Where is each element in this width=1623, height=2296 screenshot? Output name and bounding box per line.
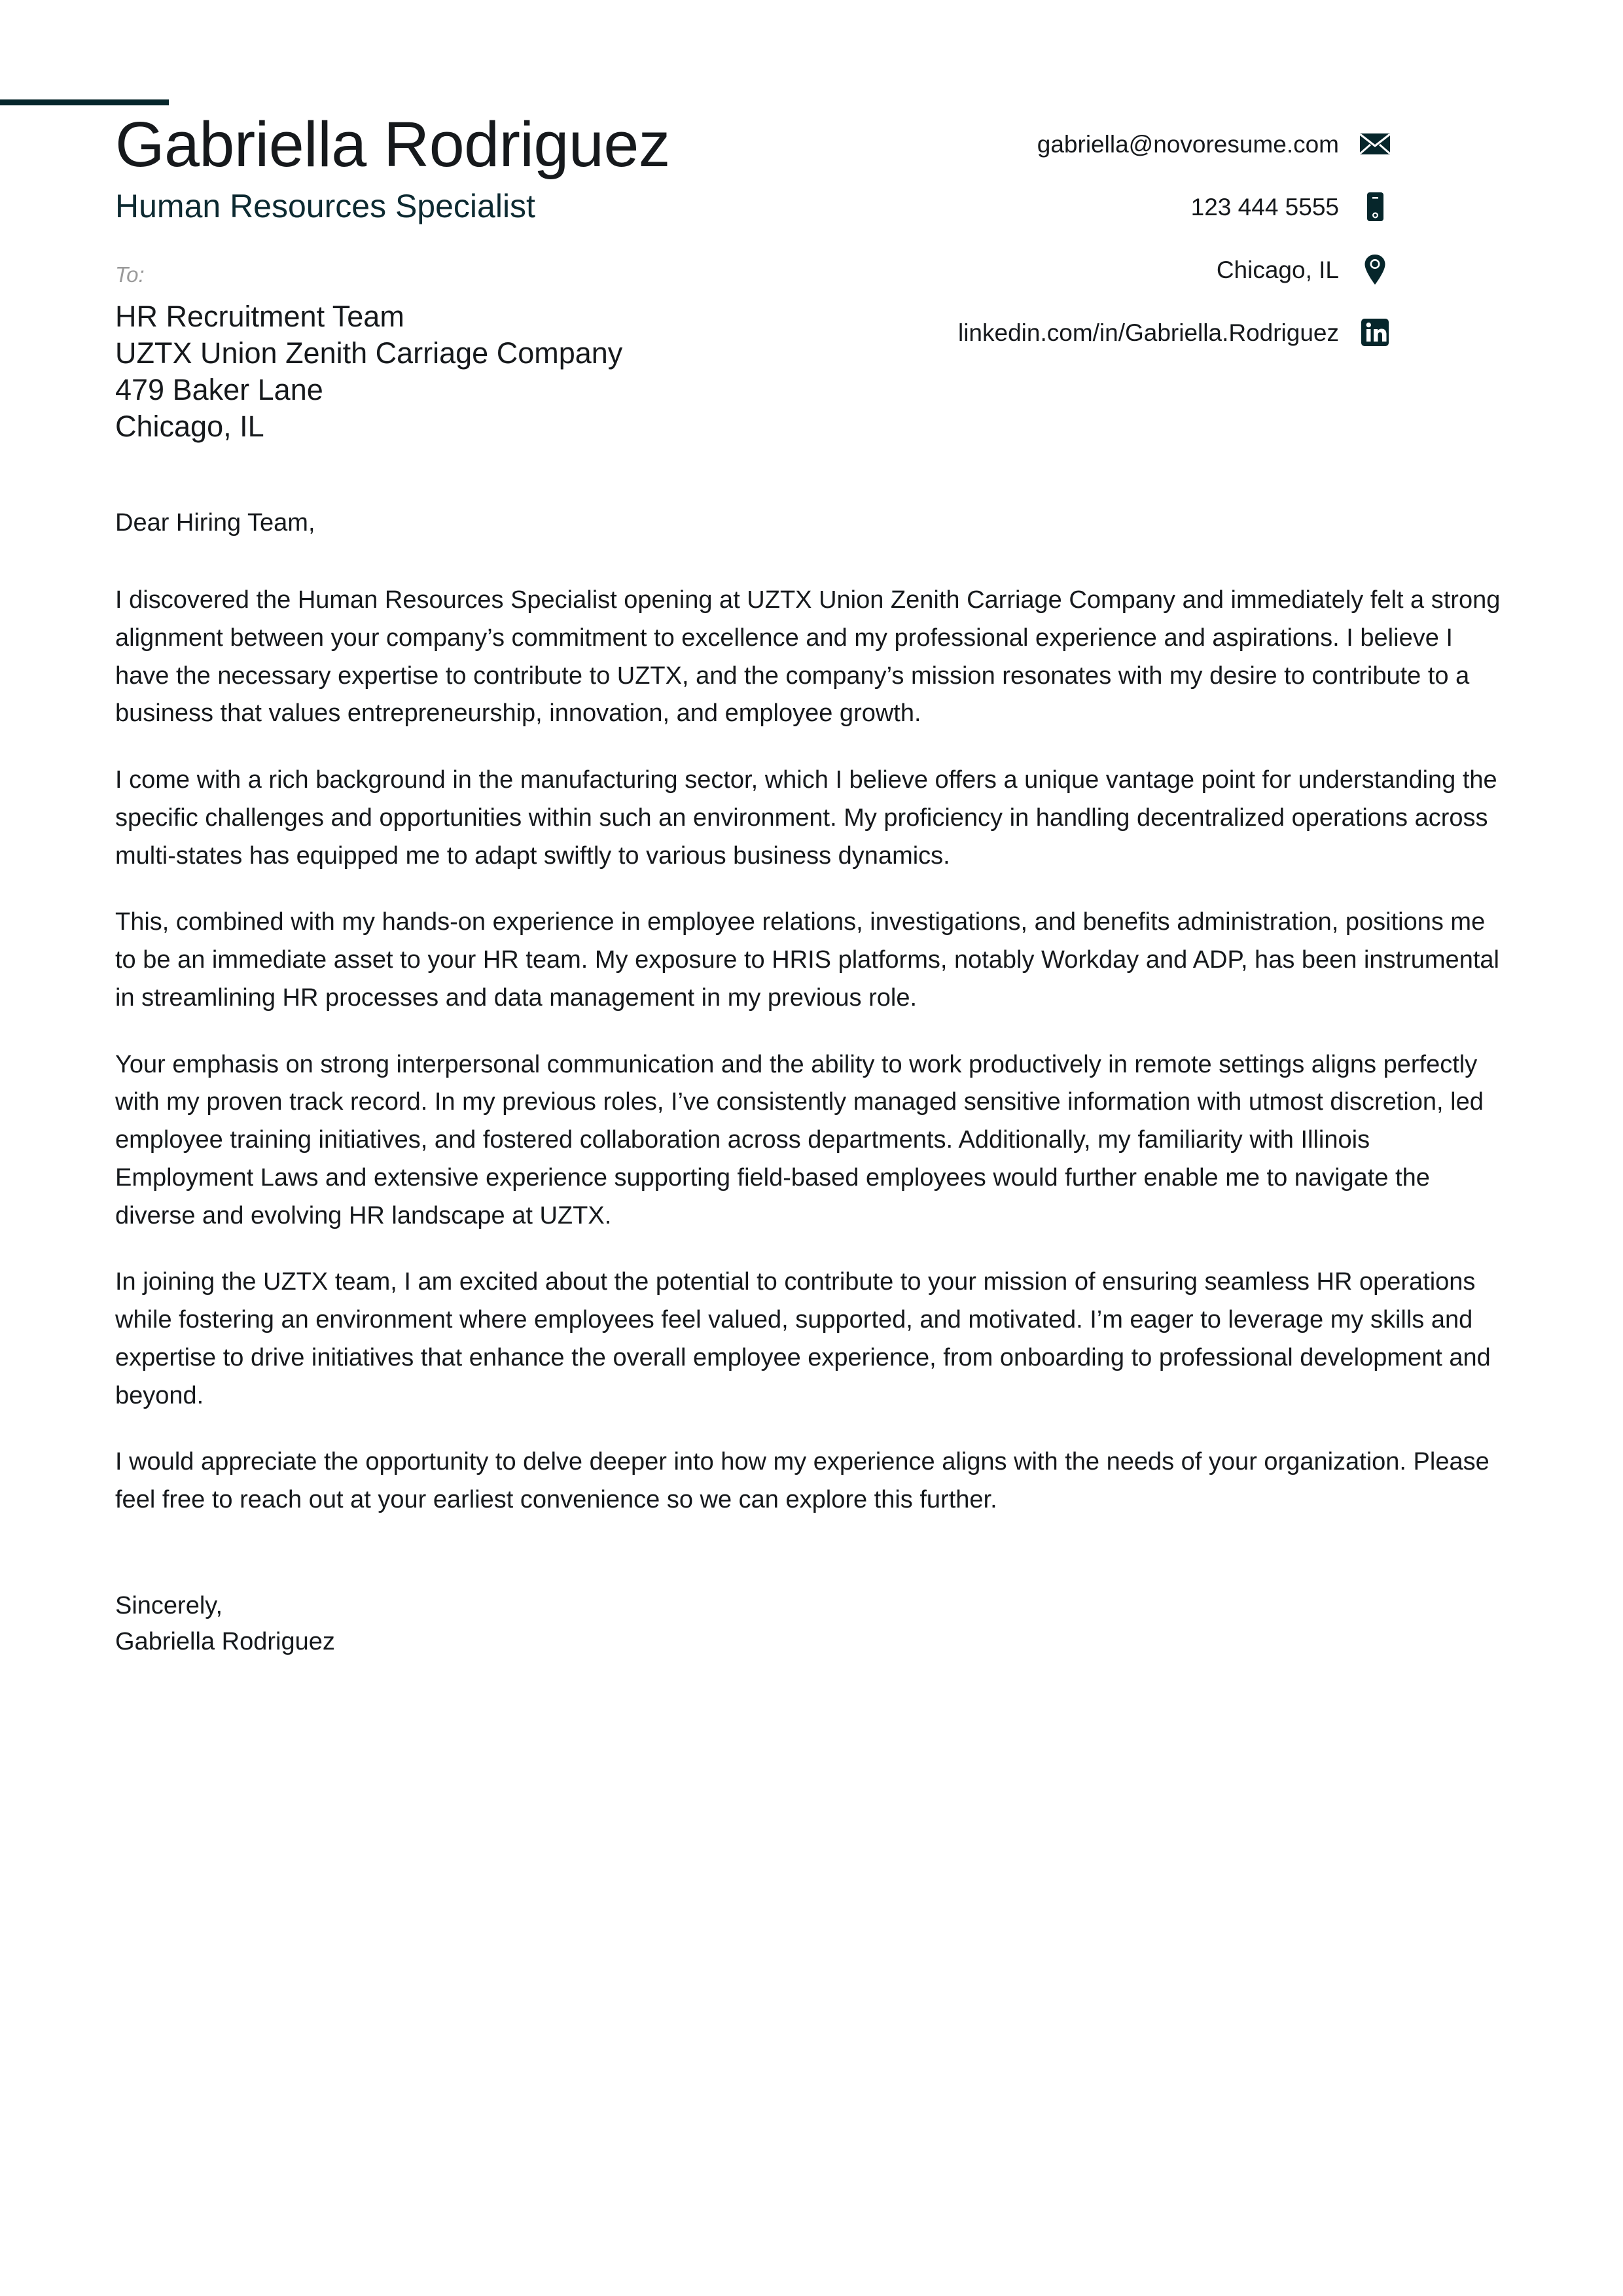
recipient-block [115, 262, 1031, 446]
letter-paragraph-1: I discovered the Human Resources Specialist opening at UZTX Union Zenith Carriage Company and immediately felt a strong alignment between your company’s commitment to excellence and my professional experience and aspirations. I believe I have the necessary expertise to contribute to UZTX, and the company’s mission resonates with my desire to contribute to a business that values entrepreneurship, innovation, and employee growth. [115, 586, 1501, 728]
contact-email-text: gabriella@novoresume.com [1037, 130, 1339, 158]
contact-phone-text: 123 444 5555 [1190, 193, 1339, 221]
letter-paragraph-2: I come with a rich background in the manufacturing sector, which I believe offers a unique vantage point for understanding the specific challenges and opportunities within such an environment. My proficiency in handling decentralized operations across multi-states has equipped me to adapt swiftly to various business dynamics. [115, 766, 1497, 870]
letter-body [115, 505, 1508, 1660]
email-icon [1357, 126, 1393, 162]
letter-paragraph-3: This, combined with my hands-on experience in employee relations, investigations, and benefits administration, positions me to be an immediate asset to your HR team. My exposure to HRIS platforms, notably Workday and ADP, has been instrumental in streamlining HR processes and data management in my previous role. [115, 908, 1499, 1012]
linkedin-icon [1357, 315, 1393, 350]
recipient-line-city: Chicago, IL [115, 410, 264, 444]
letter-paragraph-4: Your emphasis on strong interpersonal communication and the ability to work productively in remote settings aligns perfectly with my proven track record. In my previous roles, I’ve consistently managed sensitive information with utmost discretion, led employee training initiatives, and fostered collaboration across departments. Additionally, my familiarity with Illinois Employment Laws and extensive experience supporting field-based employees would further enable me to navigate the diverse and evolving HR landscape at UZTX. [115, 1050, 1484, 1229]
job-title: Human Resources Specialist [115, 188, 535, 224]
recipient-line-company: UZTX Union Zenith Carriage Company [115, 336, 623, 370]
to-label: To: [115, 262, 145, 287]
phone-icon [1357, 189, 1393, 224]
signature-name: Gabriella Rodriguez [115, 1627, 335, 1655]
letter-paragraph-6: I would appreciate the opportunity to delve deeper into how my experience aligns with the needs of your organization. Please feel free to reach out at your earliest convenience so we can explore this further. [115, 1448, 1489, 1514]
page-title: Gabriella Rodriguez [115, 109, 670, 180]
contact-item-phone[interactable] [620, 175, 1393, 238]
location-pin-icon [1357, 252, 1393, 287]
recipient-line-street: 479 Baker Lane [115, 373, 323, 407]
recipient-line-name: HR Recruitment Team [115, 299, 404, 333]
closing-block [115, 1588, 1508, 1660]
letter-paragraph-5: In joining the UZTX team, I am excited about the potential to contribute to your mission of ensuring seamless HR operations while fostering an environment where employees feel valued, supported, and motivated. I’m eager to leverage my skills and expertise to drive initiatives that enhance the overall employee experience, from onboarding to professional development and beyond. [115, 1268, 1491, 1409]
contact-item-email[interactable] [620, 113, 1393, 175]
contact-linkedin-text: linkedin.com/in/Gabriella.Rodriguez [957, 319, 1339, 346]
contact-location-text: Chicago, IL [1216, 256, 1339, 283]
salutation: Dear Hiring Team, [115, 509, 315, 537]
header-accent-rule [0, 99, 169, 105]
closing-salutation: Sincerely, [115, 1591, 223, 1619]
